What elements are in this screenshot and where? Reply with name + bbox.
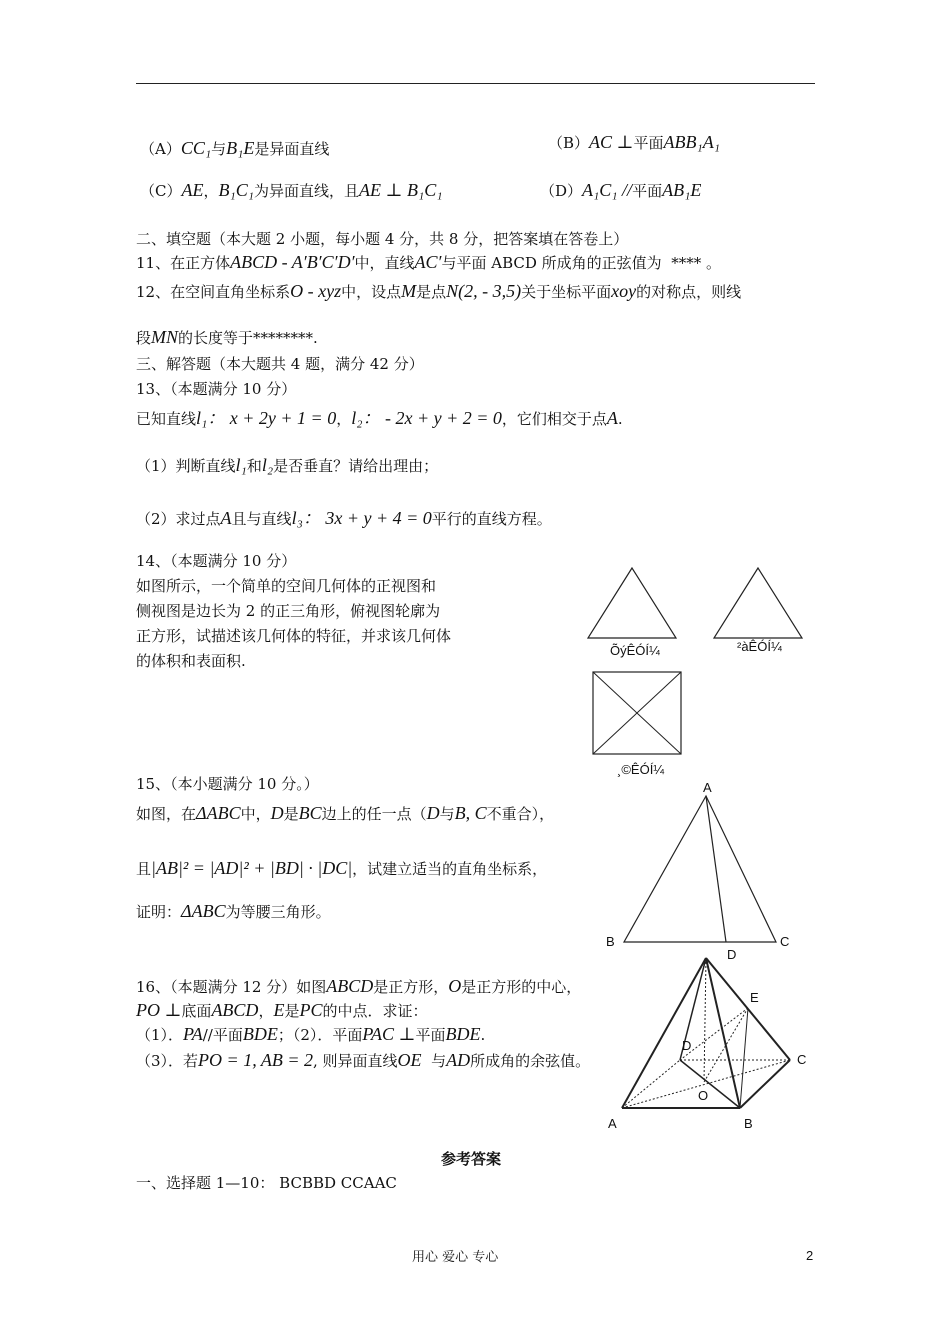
q14-line2: 侧视图是边长为 2 的正三角形，俯视图轮廓为 bbox=[136, 602, 441, 620]
vertex-c-label: C bbox=[797, 1052, 807, 1067]
height-po bbox=[704, 958, 706, 1082]
answers-line: 一、选择题 1—10： BCBBD CCAAC bbox=[136, 1174, 397, 1192]
front-view-triangle bbox=[588, 568, 676, 638]
point-e-label: E bbox=[750, 990, 759, 1005]
q14-line4: 的体积和表面积. bbox=[136, 652, 246, 670]
footer-center: 用心 爱心 专心 bbox=[412, 1250, 499, 1265]
q13-title: 13、（本题满分 10 分） bbox=[136, 380, 297, 398]
header-rule bbox=[136, 83, 815, 84]
segment-be bbox=[740, 1008, 748, 1108]
q13-part1: （1）判断直线l₁和l₂是否垂直？请给出理由； bbox=[136, 455, 439, 475]
option-a: （A）CC₁与B₁E是异面直线 bbox=[140, 138, 330, 158]
point-a-label: A bbox=[703, 780, 712, 795]
question-11: 11、在正方体ABCD - A′B′C′D′中，直线AC′与平面 ABCD 所成角的正弦值为 **** 。 bbox=[136, 252, 721, 272]
triangle-abc bbox=[624, 796, 776, 942]
three-view-figure bbox=[580, 560, 820, 780]
option-d: （D）A₁C₁ //平面AB₁E bbox=[540, 180, 702, 200]
side-view-triangle bbox=[714, 568, 802, 638]
vertex-a-label: A bbox=[608, 1116, 617, 1131]
point-b-label: B bbox=[606, 934, 615, 949]
q16-part3: （3）．若PO = 1, AB = 2, 则异面直线OE 与AD所成角的余弦值。 bbox=[136, 1050, 591, 1070]
q14-title: 14、（本题满分 10 分） bbox=[136, 552, 297, 570]
question-12: 12、在空间直角坐标系O - xyz中，设点M是点N(2, - 3,5)关于坐标平面xoy的对称点，则线 bbox=[136, 281, 742, 301]
top-view-label: ¸©ÊÓÍ¼ bbox=[617, 762, 665, 777]
q14-line1: 如图所示，一个简单的空间几何体的正视图和 bbox=[136, 577, 437, 595]
option-b: （B）AC ⊥平面ABB₁A₁ bbox=[548, 132, 720, 152]
q14-line3: 正方形，试描述该几何体的特征，并求该几何体 bbox=[136, 627, 452, 645]
q13-statement: 已知直线l₁： x + 2y + 1 = 0，l₂： - 2x + y + 2 = 0，它们相交于点A. bbox=[136, 408, 623, 428]
q16-condition: PO ⊥底面ABCD，E是PC的中点．求证： bbox=[136, 1000, 428, 1020]
section2-heading: 二、填空题（本大题 2 小题，每小题 4 分，共 8 分，把答案填在答卷上） bbox=[136, 230, 629, 248]
side-view-label: ²àÊÓÍ¼ bbox=[737, 639, 782, 654]
page-number: 2 bbox=[806, 1248, 814, 1263]
section3-heading: 三、解答题（本大题共 4 题，满分 42 分） bbox=[136, 355, 424, 373]
option-c: （C）AE，B₁C₁为异面直线，且AE ⊥ B₁C₁ bbox=[140, 180, 443, 200]
front-view-label: ÕýÊÓÍ¼ bbox=[610, 643, 660, 658]
center-o-label: O bbox=[698, 1088, 709, 1103]
q15-statement: 如图，在ΔABC中，D是BC边上的任一点（D与B, C不重合）， bbox=[136, 803, 555, 823]
point-c-label: C bbox=[780, 934, 790, 949]
vertex-b-label: B bbox=[744, 1116, 753, 1131]
vertex-d-label: D bbox=[682, 1038, 692, 1053]
q13-part2: （2）求过点A且与直线l₃： 3x + y + 4 = 0平行的直线方程。 bbox=[136, 508, 552, 528]
q15-title: 15、（本小题满分 10 分。） bbox=[136, 775, 319, 793]
pyramid-figure bbox=[600, 950, 820, 1135]
q16-parts: （1）．PA//平面BDE；（2）．平面PAC ⊥平面BDE. bbox=[136, 1024, 486, 1044]
edge-ad bbox=[622, 1060, 680, 1108]
answers-title: 参考答案 bbox=[441, 1150, 502, 1168]
q15-condition: 且|AB|² = |AD|² + |BD| · |DC|，试建立适当的直角坐标系， bbox=[136, 858, 548, 878]
edge-pa bbox=[622, 958, 709, 1108]
point-d-label: D bbox=[727, 947, 737, 962]
triangle-figure bbox=[600, 778, 800, 966]
q15-prove: 证明：ΔABC为等腰三角形。 bbox=[136, 901, 331, 921]
question-12-cont: 段MN的长度等于********. bbox=[136, 327, 318, 347]
q16-statement: 16、（本题满分 12 分）如图ABCD是正方形，O是正方形的中心， bbox=[136, 976, 582, 996]
